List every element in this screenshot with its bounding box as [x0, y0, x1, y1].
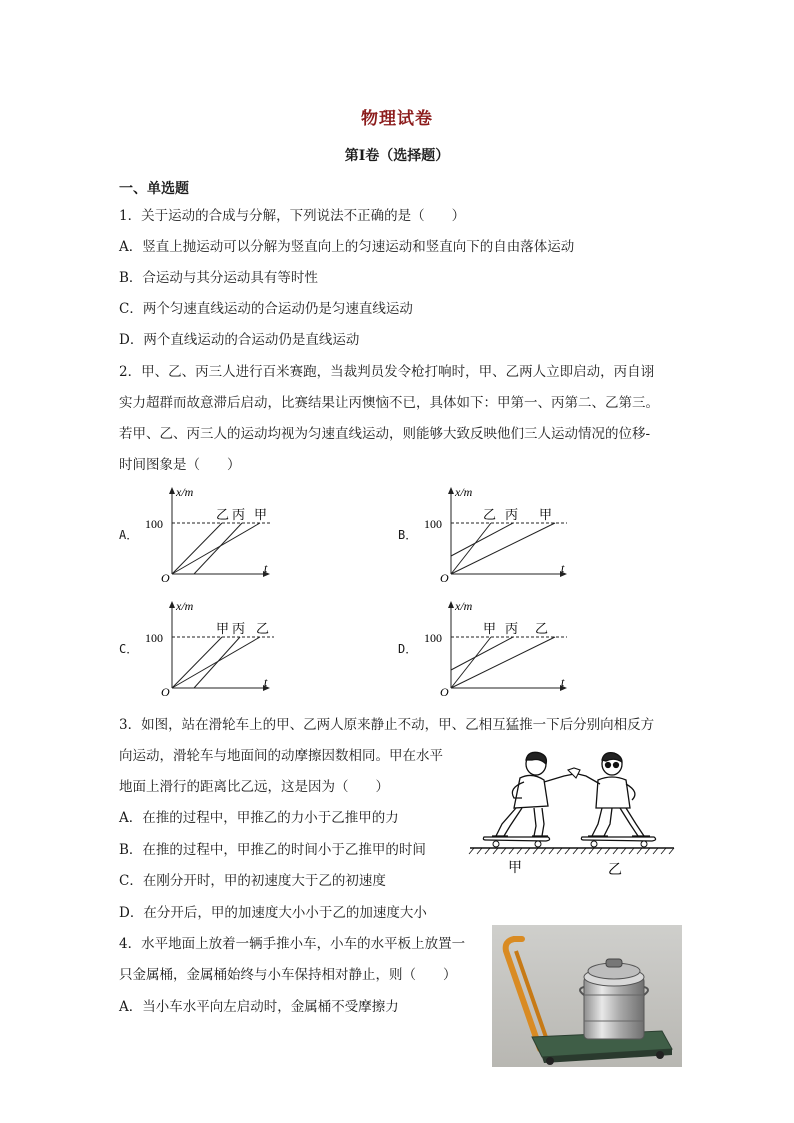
q2-stem-line-2: 实力超群而故意滞后启动，比赛结果让丙懊恼不已，具体如下：甲第一、丙第二、乙第三。	[119, 395, 659, 411]
q3-stem-line-2: 向运动，滑轮车与地面间的动摩擦因数相同。甲在水平	[119, 748, 443, 764]
graph-c-ylabel: x/m	[176, 599, 194, 613]
q1-option-b: B．合运动与其分运动具有等时性	[119, 270, 318, 286]
graph-b	[398, 484, 578, 584]
graph-d-label-2: 丙	[505, 621, 519, 636]
skater-label-jia: 甲	[508, 861, 522, 876]
graph-d-origin: O	[440, 685, 449, 699]
graph-c-ytick: 100	[145, 631, 163, 645]
graph-a-label-1: 乙	[216, 507, 230, 522]
graph-a-plot	[145, 484, 314, 585]
graph-a-ylabel: x/m	[176, 485, 194, 499]
graph-c-origin: O	[161, 685, 170, 699]
graph-a-letter: A．	[119, 528, 139, 542]
q3-stem-line-1: 3．如图，站在滑轮车上的甲、乙两人原来静止不动，甲、乙相互猛推一下后分别向相反方	[119, 717, 655, 733]
graph-b-plot	[424, 484, 593, 585]
skaters-illustration	[462, 748, 682, 880]
q2-stem-line-1: 2．甲、乙、丙三人进行百米赛跑，当裁判员发令枪打响时，甲、乙两人立即启动，丙自诩	[119, 364, 655, 380]
section-heading: 一、单选题	[119, 181, 189, 197]
graph-b-ylabel: x/m	[455, 485, 473, 499]
q1-option-d: D．两个直线运动的合运动仍是直线运动	[119, 332, 360, 348]
q4-option-a: A．当小车水平向左启动时，金属桶不受摩擦力	[119, 999, 399, 1015]
graph-d-plot	[424, 598, 593, 699]
graph-d	[398, 598, 578, 698]
graph-b-label-3: 甲	[539, 507, 553, 522]
graph-c-label-2: 丙	[232, 621, 246, 636]
graph-b-letter: B．	[398, 528, 418, 542]
graph-d-label-1: 甲	[483, 621, 497, 636]
q1-option-c: C．两个匀速直线运动的合运动仍是匀速直线运动	[119, 301, 413, 317]
q3-option-b: B．在推的过程中，甲推乙的时间小于乙推甲的时间	[119, 842, 426, 858]
graph-c-plot	[145, 598, 314, 699]
q4-stem-line-2: 只金属桶，金属桶始终与小车保持相对静止，则（ ）	[119, 967, 457, 983]
page-title: 物理试卷	[361, 109, 433, 129]
graph-a-ytick: 100	[145, 517, 163, 531]
q4-stem-line-1: 4．水平地面上放着一辆手推小车，小车的水平板上放置一	[119, 936, 466, 952]
graph-a-label-3: 甲	[254, 507, 268, 522]
cart-bucket-photo	[492, 925, 682, 1067]
graph-d-xlabel: t	[561, 675, 565, 689]
graph-b-ytick: 100	[424, 517, 442, 531]
graph-b-origin: O	[440, 571, 449, 585]
q3-option-a: A．在推的过程中，甲推乙的力小于乙推甲的力	[119, 810, 399, 826]
graph-d-label-3: 乙	[535, 621, 549, 636]
q3-option-d: D．在分开后，甲的加速度大小小于乙的加速度大小	[119, 905, 427, 921]
graph-c-label-3: 乙	[256, 621, 270, 636]
skater-label-yi: 乙	[608, 863, 622, 878]
graph-a	[119, 484, 289, 584]
graph-c-xlabel: t	[264, 675, 268, 689]
graph-a-origin: O	[161, 571, 170, 585]
q1-option-a: A．竖直上抛运动可以分解为竖直向上的匀速运动和竖直向下的自由落体运动	[119, 239, 575, 255]
graph-b-xlabel: t	[561, 561, 565, 575]
q3-option-c: C．在刚分开时，甲的初速度大于乙的初速度	[119, 873, 386, 889]
graph-c-label-1: 甲	[216, 621, 230, 636]
graph-b-label-1: 乙	[483, 507, 497, 522]
q2-stem-line-3: 若甲、乙、丙三人的运动均视为匀速直线运动，则能够大致反映他们三人运动情况的位移-	[119, 426, 651, 442]
graph-a-xlabel: t	[264, 561, 268, 575]
q3-stem-line-3: 地面上滑行的距离比乙远，这是因为（ ）	[119, 779, 389, 795]
graph-c-letter: C．	[119, 642, 139, 656]
page-subtitle: 第I卷（选择题）	[344, 148, 450, 164]
graph-d-ylabel: x/m	[455, 599, 473, 613]
graph-b-label-2: 丙	[505, 507, 519, 522]
q1-stem: 1．关于运动的合成与分解，下列说法不正确的是（ ）	[119, 208, 466, 224]
graph-a-label-2: 丙	[232, 507, 246, 522]
q2-stem-line-4: 时间图象是（ ）	[119, 457, 241, 473]
graph-c	[119, 598, 289, 698]
graph-d-ytick: 100	[424, 631, 442, 645]
graph-d-letter: D．	[398, 642, 418, 656]
